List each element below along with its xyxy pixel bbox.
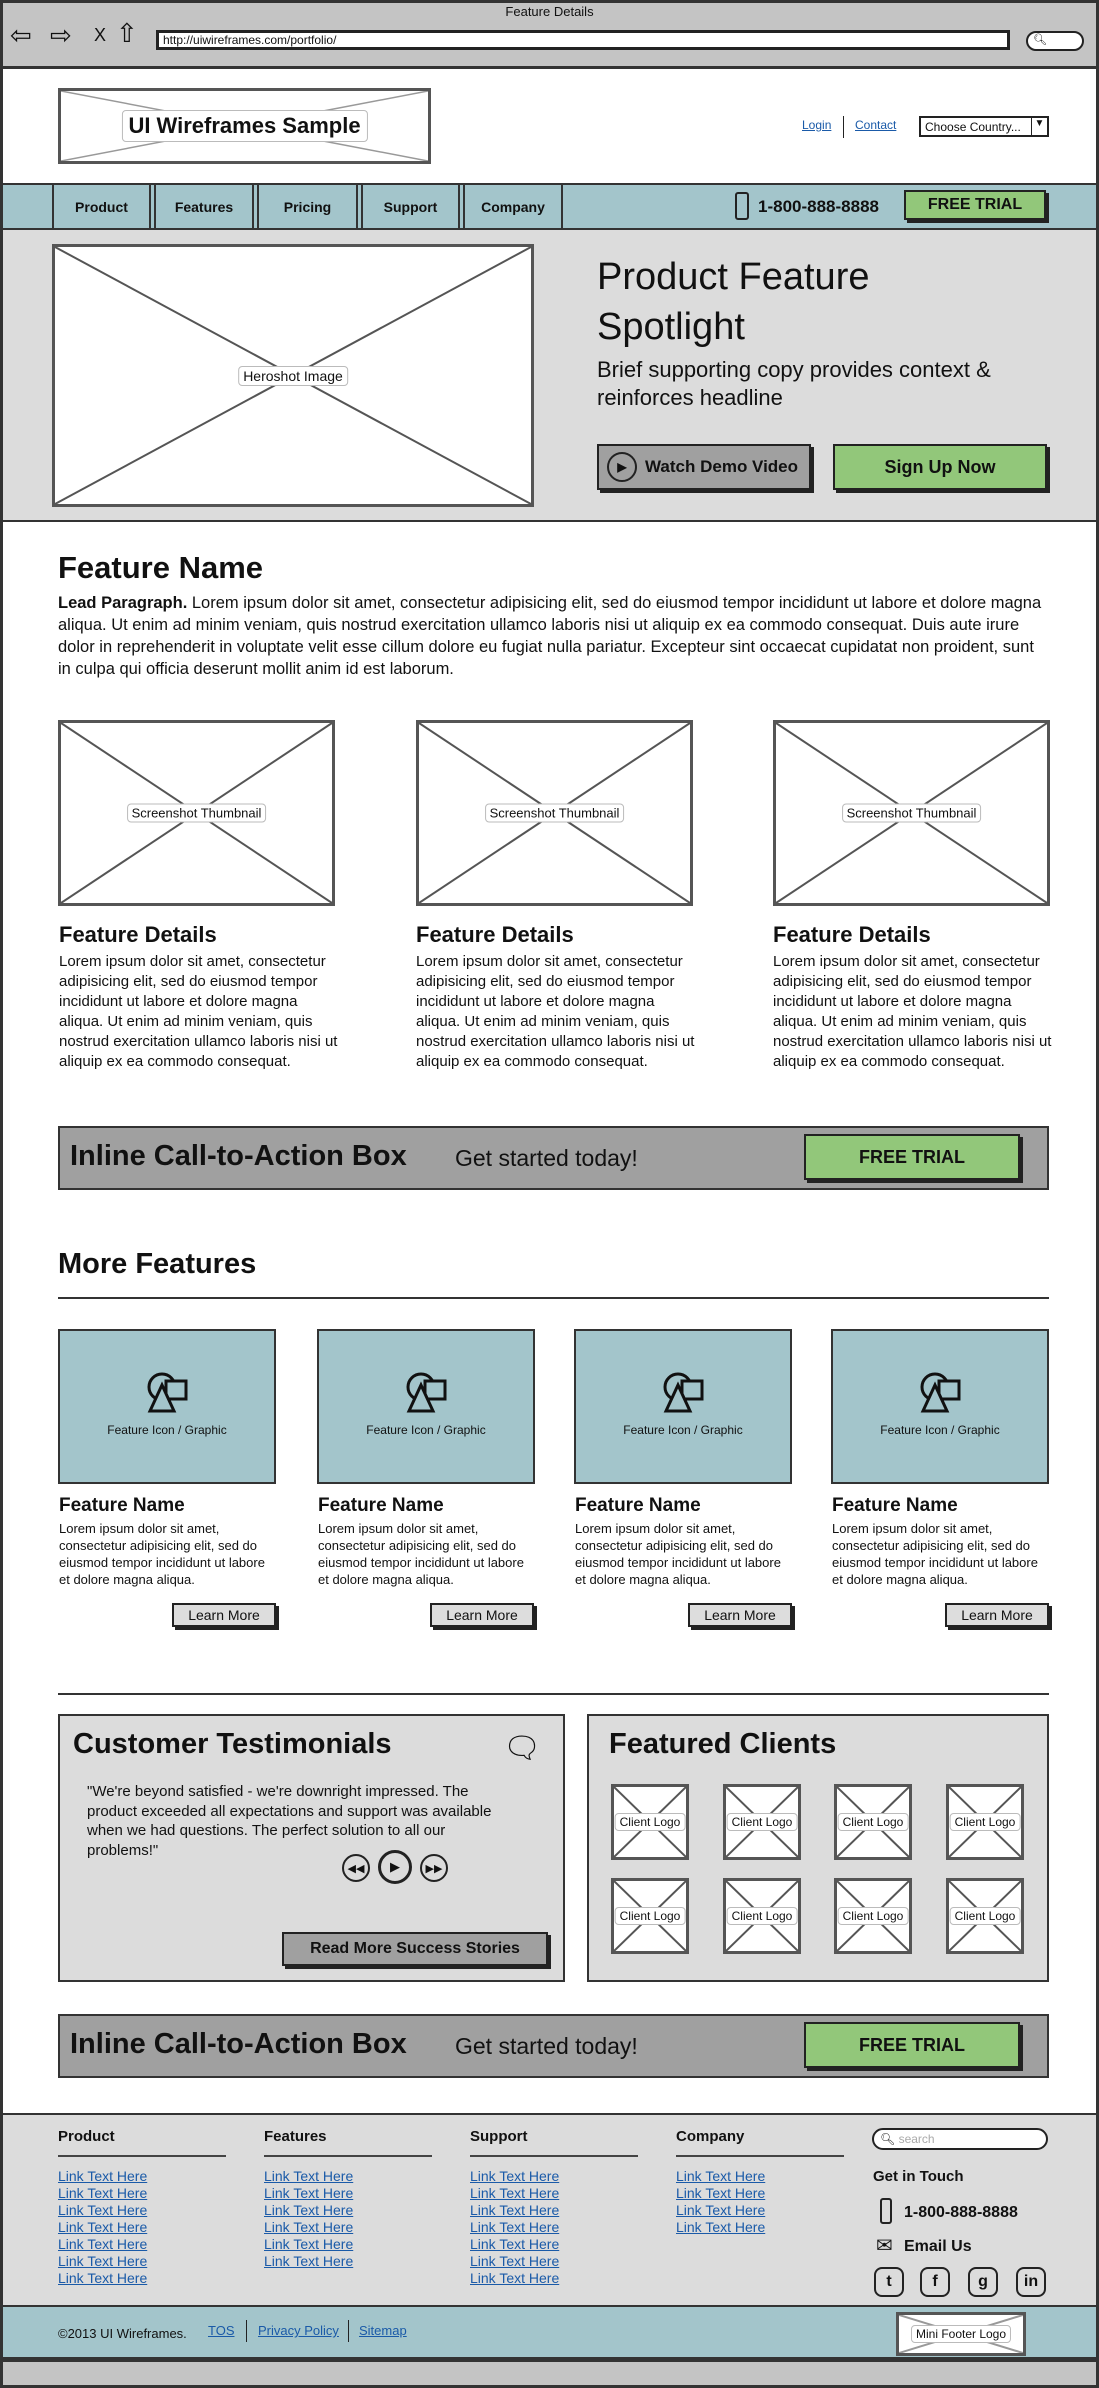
browser-search[interactable]	[1026, 31, 1084, 51]
get-in-touch-heading: Get in Touch	[873, 2168, 964, 2185]
play-icon: ▶	[607, 452, 637, 482]
envelope-icon: ✉	[876, 2235, 893, 2257]
feature-paragraph	[58, 592, 1050, 680]
footer-link[interactable]: Link Text Here	[470, 2219, 560, 2235]
client-logo	[834, 1784, 912, 1860]
card-name: Feature Name	[59, 1495, 185, 1516]
card-caption: Feature Icon / Graphic	[880, 1423, 1000, 1437]
detail-text: Lorem ipsum dolor sit amet, consectetur adipisicing elit, sed do eiusmod tempor incididunt ut labore et dolore magna aliqua. Ut enim ad minim veniam, quis nostrud exercitation ullamco laboris nisi ut aliquip ex ea commodo consequat.	[773, 953, 1052, 1070]
window-title: Feature Details	[505, 4, 594, 19]
url-bar[interactable]: http://uiwireframes.com/portfolio/	[156, 30, 1010, 50]
hero-image	[52, 244, 534, 507]
cta-subtitle: Get started today!	[455, 2033, 638, 2059]
footer-link[interactable]: Link Text Here	[676, 2185, 766, 2201]
divider	[843, 116, 844, 138]
home-icon[interactable]: ⇧	[116, 18, 138, 48]
client-logo-label: Client Logo	[950, 1907, 1021, 1925]
feature-title: Feature Name	[58, 550, 264, 585]
footer-link[interactable]: Link Text Here	[264, 2219, 354, 2235]
nav-tab-product[interactable]: Product	[52, 183, 151, 230]
footer-link[interactable]: Link Text Here	[58, 2202, 148, 2218]
shapes-icon	[144, 1371, 190, 1418]
cta-box	[58, 2014, 1049, 2078]
divider	[246, 2320, 247, 2342]
divider	[676, 2155, 844, 2157]
nav-tab-company[interactable]: Company	[463, 183, 563, 230]
cta-free-trial-button[interactable]: FREE TRIAL	[804, 2022, 1020, 2068]
footer-link[interactable]: Link Text Here	[58, 2270, 148, 2286]
footer-link[interactable]: Link Text Here	[470, 2202, 560, 2218]
card-caption: Feature Icon / Graphic	[107, 1423, 227, 1437]
detail-text: Lorem ipsum dolor sit amet, consectetur adipisicing elit, sed do eiusmod tempor incididunt ut labore et dolore magna aliqua. Ut enim ad minim veniam, quis nostrud exercitation ullamco laboris nisi ut aliquip ex ea commodo consequat.	[59, 953, 338, 1070]
google-plus-icon[interactable]: g	[968, 2267, 998, 2297]
footer-link[interactable]: Link Text Here	[264, 2236, 354, 2252]
rewind-icon[interactable]: ◀◀	[342, 1854, 370, 1882]
footer-link[interactable]: Link Text Here	[470, 2185, 560, 2201]
watch-demo-button[interactable]	[597, 444, 811, 490]
footer-link[interactable]: Link Text Here	[470, 2236, 560, 2252]
card-caption: Feature Icon / Graphic	[623, 1423, 743, 1437]
card-name: Feature Name	[832, 1495, 958, 1516]
feature-card-image	[317, 1329, 535, 1484]
cta-free-trial-button[interactable]: FREE TRIAL	[804, 1134, 1020, 1180]
screenshot-thumbnail	[58, 720, 335, 906]
screenshot-thumbnail	[416, 720, 693, 906]
learn-more-button[interactable]: Learn More	[430, 1603, 534, 1627]
logo-text: UI Wireframes Sample	[121, 110, 367, 142]
nav-tab-support[interactable]: Support	[361, 183, 460, 230]
thumbnail-label: Screenshot Thumbnail	[127, 804, 267, 823]
client-logo-label: Client Logo	[727, 1907, 798, 1925]
footer-column-title: Support	[470, 2128, 528, 2145]
divider	[264, 2155, 432, 2157]
cta-subtitle: Get started today!	[455, 1145, 638, 1171]
client-logo-label: Client Logo	[838, 1813, 909, 1831]
footer-column-title: Product	[58, 2128, 115, 2145]
mini-footer-logo	[896, 2312, 1026, 2356]
nav-tab-pricing[interactable]: Pricing	[257, 183, 358, 230]
copyright: ©2013 UI Wireframes.	[58, 2326, 187, 2341]
learn-more-button[interactable]: Learn More	[945, 1603, 1049, 1627]
email-us-link[interactable]: Email Us	[904, 2238, 972, 2255]
footer-link[interactable]: Link Text Here	[470, 2253, 560, 2269]
client-logo-label: Client Logo	[838, 1907, 909, 1925]
testimonial-quote: "We're beyond satisfied - we're downright impressed. The product exceeded all expectations and support was available when we had questions. The perfect solution to all our problems!"	[87, 1783, 492, 1859]
footer-link[interactable]: Link Text Here	[58, 2253, 148, 2269]
detail-title: Feature Details	[773, 922, 931, 947]
footer-link[interactable]: Link Text Here	[58, 2185, 148, 2201]
footer-link[interactable]: Link Text Here	[470, 2270, 560, 2286]
client-logo-label: Client Logo	[727, 1813, 798, 1831]
linkedin-icon[interactable]: in	[1016, 2267, 1046, 2297]
footer-link[interactable]: Link Text Here	[264, 2253, 354, 2269]
card-text: Lorem ipsum dolor sit amet, consectetur adipisicing elit, sed do eiusmod tempor incididunt ut labore et dolore magna aliqua.	[832, 1521, 1038, 1587]
divider	[58, 1297, 1049, 1299]
logo-placeholder[interactable]	[58, 88, 431, 164]
thumbnail-label: Screenshot Thumbnail	[842, 804, 982, 823]
cta-title: Inline Call-to-Action Box	[70, 1140, 407, 1172]
client-logo	[611, 1784, 689, 1860]
read-more-stories-button[interactable]: Read More Success Stories	[282, 1932, 548, 1966]
sitemap-link[interactable]: Sitemap	[359, 2323, 407, 2338]
footer-search-input[interactable]	[872, 2128, 1048, 2150]
client-logo	[946, 1878, 1024, 1954]
country-select-value: Choose Country...	[925, 120, 1021, 134]
client-logo-label: Client Logo	[615, 1813, 686, 1831]
card-name: Feature Name	[318, 1495, 444, 1516]
cta-box	[58, 1126, 1049, 1190]
footer-link[interactable]: Link Text Here	[58, 2168, 148, 2184]
feature-card-image	[574, 1329, 792, 1484]
hero-image-label: Heroshot Image	[238, 366, 348, 386]
search-icon: 🔍︎	[1033, 34, 1047, 46]
forward-icon[interactable]: ⇨	[50, 20, 72, 50]
country-select[interactable]	[919, 116, 1049, 137]
contact-link[interactable]: Contact	[855, 118, 897, 132]
phone-icon	[735, 192, 749, 220]
footer-link[interactable]: Link Text Here	[264, 2202, 354, 2218]
more-features-title: More Features	[58, 1248, 257, 1280]
footer-link[interactable]: Link Text Here	[58, 2236, 148, 2252]
search-icon: 🔍︎	[880, 2132, 896, 2146]
chevron-down-icon: ▼	[1031, 118, 1047, 135]
shapes-icon	[660, 1371, 706, 1418]
clients-title: Featured Clients	[609, 1728, 837, 1760]
stop-icon[interactable]: X	[94, 25, 107, 45]
free-trial-button[interactable]: FREE TRIAL	[904, 190, 1046, 220]
privacy-policy-link[interactable]: Privacy Policy	[258, 2323, 339, 2338]
learn-more-button[interactable]: Learn More	[688, 1603, 792, 1627]
fast-forward-icon[interactable]: ▶▶	[420, 1854, 448, 1882]
hero-subtitle: Brief supporting copy provides context & reinforces headline	[597, 357, 991, 410]
thumbnail-label: Screenshot Thumbnail	[485, 804, 625, 823]
divider	[470, 2155, 638, 2157]
watch-demo-label: Watch Demo Video	[645, 457, 799, 476]
cta-title: Inline Call-to-Action Box	[70, 2028, 407, 2060]
client-logo	[723, 1784, 801, 1860]
lead-text: Lorem ipsum dolor sit amet, consectetur adipisicing elit, sed do eiusmod tempor incididunt ut labore et dolore magna aliqua. Ut enim ad minim veniam, quis nostrud exercitation ullamco laboris nisi ut aliquip ex ea commodo consequat. Duis aute irure dolor in reprehenderit in voluptate velit esse cillum dolore eu fugiat nulla pariatur. Excepteur sint occaecat cupidatat non proident, sunt in culpa qui officia deserunt mollit anim id est laborum.	[58, 594, 1042, 678]
divider	[58, 2155, 226, 2157]
footer-link[interactable]: Link Text Here	[264, 2185, 354, 2201]
phone-icon	[880, 2198, 892, 2224]
divider	[58, 1693, 1049, 1695]
lead-label: Lead Paragraph.	[58, 594, 188, 612]
shapes-icon	[403, 1371, 449, 1418]
play-icon[interactable]: ▶	[378, 1850, 412, 1884]
login-link[interactable]: Login	[802, 118, 832, 132]
nav-phone: 1-800-888-8888	[758, 197, 879, 216]
search-placeholder: search	[898, 2132, 935, 2146]
detail-title: Feature Details	[59, 922, 217, 947]
detail-text: Lorem ipsum dolor sit amet, consectetur adipisicing elit, sed do eiusmod tempor incididunt ut labore et dolore magna aliqua. Ut enim ad minim veniam, quis nostrud exercitation ullamco laboris nisi ut aliquip ex ea commodo consequat.	[416, 953, 695, 1070]
hero-title: Product Feature Spotlight	[597, 256, 870, 348]
card-text: Lorem ipsum dolor sit amet, consectetur adipisicing elit, sed do eiusmod tempor incididunt ut labore et dolore magna aliqua.	[318, 1521, 524, 1587]
screenshot-thumbnail	[773, 720, 1050, 906]
shapes-icon	[917, 1371, 963, 1418]
divider	[348, 2320, 349, 2342]
card-name: Feature Name	[575, 1495, 701, 1516]
status-bar	[0, 2359, 1099, 2388]
footer-link[interactable]: Link Text Here	[676, 2202, 766, 2218]
testimonials-title: Customer Testimonials	[73, 1728, 392, 1760]
feature-card-image	[831, 1329, 1049, 1484]
sign-up-button[interactable]: Sign Up Now	[833, 444, 1047, 490]
card-text: Lorem ipsum dolor sit amet, consectetur adipisicing elit, sed do eiusmod tempor incididunt ut labore et dolore magna aliqua.	[59, 1521, 265, 1587]
learn-more-button[interactable]: Learn More	[172, 1603, 276, 1627]
client-logo-label: Client Logo	[615, 1907, 686, 1925]
client-logo-label: Client Logo	[950, 1813, 1021, 1831]
footer-link[interactable]: Link Text Here	[58, 2219, 148, 2235]
twitter-icon[interactable]: t	[874, 2267, 904, 2297]
mini-logo-label: Mini Footer Logo	[911, 2325, 1011, 2343]
footer-phone: 1-800-888-8888	[904, 2204, 1018, 2221]
footer-column-title: Features	[264, 2128, 327, 2145]
footer-column-title: Company	[676, 2128, 745, 2145]
client-logo	[611, 1878, 689, 1954]
facebook-icon[interactable]: f	[920, 2267, 950, 2297]
tos-link[interactable]: TOS	[208, 2323, 235, 2338]
footer-link[interactable]: Link Text Here	[676, 2219, 766, 2235]
nav-tab-features[interactable]: Features	[154, 183, 254, 230]
footer-link[interactable]: Link Text Here	[470, 2168, 560, 2184]
footer-link[interactable]: Link Text Here	[676, 2168, 766, 2184]
footer-link[interactable]: Link Text Here	[264, 2168, 354, 2184]
client-logo	[946, 1784, 1024, 1860]
client-logo	[834, 1878, 912, 1954]
card-caption: Feature Icon / Graphic	[366, 1423, 486, 1437]
detail-title: Feature Details	[416, 922, 574, 947]
feature-card-image	[58, 1329, 276, 1484]
client-logo	[723, 1878, 801, 1954]
testimonials-panel	[58, 1714, 565, 1982]
back-icon[interactable]: ⇦	[10, 20, 32, 50]
card-text: Lorem ipsum dolor sit amet, consectetur adipisicing elit, sed do eiusmod tempor incididunt ut labore et dolore magna aliqua.	[575, 1521, 781, 1587]
speech-bubbles-icon: 🗨︎	[503, 1732, 542, 1765]
